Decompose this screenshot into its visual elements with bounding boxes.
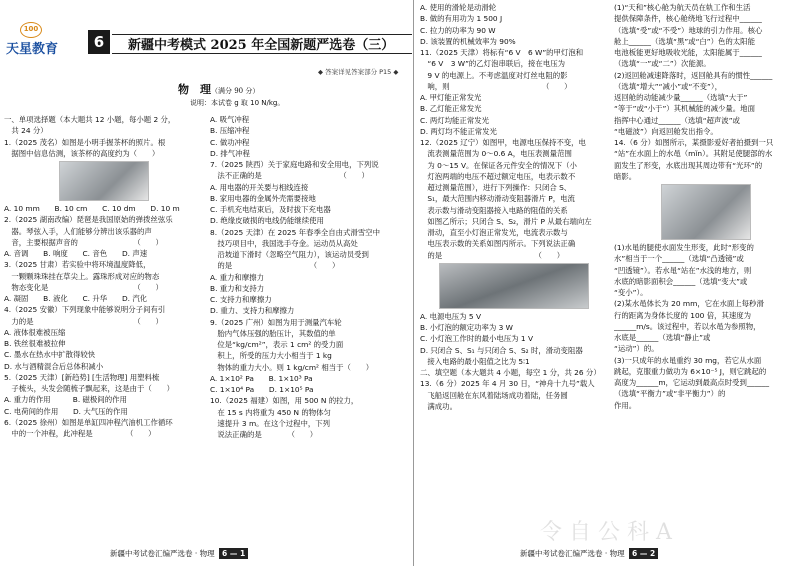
text-line: A. 重力的作用 B. 磁极间的作用 — [4, 395, 127, 405]
text-line: 法不正确的是 （ ） — [210, 171, 369, 181]
text-line: 技巧项目中，我国选手夺金。运动员从高处 — [210, 238, 358, 248]
answer-reference: ◆ 答案详见答案部分 P15 ◆ — [318, 68, 399, 76]
column-4 — [614, 2, 798, 545]
text-line: (2)某水黾体长为 20 mm，它在水面上每秒滑 — [614, 299, 764, 309]
text-line: 行的距离为身体长度的 100 倍，其速度为 — [614, 310, 752, 320]
text-line: 5.（2025 天津）[新趋势] [生活物理] 用塑料梳 — [4, 372, 160, 382]
text-line: 据图中信息估测，该茶杯的高度约为（ ） — [4, 148, 160, 158]
text-line: A. 重力和摩擦力 — [210, 272, 264, 282]
text-line: 子梳头，头发会随梳子飘起来，这是由于（ ） — [4, 384, 174, 393]
text-line: 舱上______（选填“黑”或“白”）色的太阳能 — [614, 36, 755, 46]
text-line: 沿坡道下滑时（忽略空气阻力），该运动员受到 — [210, 250, 369, 259]
text-line: A. 液体很难被压缩 — [4, 327, 66, 337]
text-line: 7.（2025 陕西）关于家庭电路和安全用电，下列说 — [210, 160, 379, 169]
text-line: 12.（2025 辽宁）如图甲，电源电压保持不变，电 — [420, 138, 586, 147]
text-line: （选填“一”或“二”）次能源。 — [614, 59, 711, 69]
watermark: 令 自 公 科 A — [540, 520, 672, 545]
text-line: B. 家用电器的金属外壳需要接地 — [210, 193, 316, 203]
text-line: 提供保障条件，核心舱绕地飞行过程中______ — [614, 14, 762, 24]
text-line: 满成功。 — [420, 401, 457, 411]
text-line: 表示数与滑动变阻器接入电路的阻值的关系 — [420, 205, 568, 215]
text-line: (1)“天和”核心舱为航天员在轨工作和生活 — [614, 3, 751, 12]
text-line: A. 电源电压为 5 V — [420, 311, 482, 321]
text-line: B. 乙灯能正常发光 — [420, 104, 482, 114]
text-line: 14.（6 分）如图所示，某摄影爱好者拍摄到一只 — [614, 138, 774, 147]
text-line: 流表测量范围为 0～0.6 A，电压表测量范围 — [420, 149, 572, 159]
text-line: “等于”或“小于”）其机械能的减少量。地面 — [614, 104, 755, 114]
text-line: 的是 （ ） — [420, 250, 565, 260]
text-line: 的是 （ ） — [210, 261, 340, 271]
text-line: “站”在水面上的水黾（mǐn）。其附足使腿部的水 — [614, 149, 773, 159]
footer-left-text: 新疆中考试卷汇编严选卷 · 物理 — [110, 549, 215, 558]
text-line: B. 铁丝很难被拉伸 — [4, 339, 66, 348]
footer-right-text: 新疆中考试卷汇编严选卷 · 物理 — [520, 549, 625, 558]
text-line: “凹透镜”）。若水黾“站在”水浅的地方，则 — [614, 265, 752, 275]
text-line: 2.（2025 湖南改编）琵琶是我国原始的弹拨丝弦乐 — [4, 215, 173, 225]
text-line: 水底是______（选填“静止”或 — [614, 333, 711, 342]
text-line: 在 15 s 内将重为 450 N 的物体匀 — [210, 407, 331, 417]
instruction: 说明：本试卷 g 取 10 N/kg。 — [190, 99, 285, 107]
footer-left-page: 6 — 1 — [219, 548, 248, 559]
text-line: 物体的重力大小。则 1 kg/cm² 相当于（ ） — [210, 362, 374, 372]
text-line: 3.（2025 甘肃）若实验中将环境温度降低， — [4, 260, 151, 270]
text-line: 如图乙所示；只闭合 S、S₂，滑片 P 从最右端向左 — [420, 216, 592, 226]
text-line: A. 1×10² Pa B. 1×10³ Pa — [210, 373, 313, 383]
text-line: 飞船返回舱在东风着陆场成功着陆，任务圆 — [420, 390, 568, 400]
text-line: 暗影。 — [614, 171, 637, 181]
text-line: C. 电荷间的作用 D. 大气压的作用 — [4, 406, 128, 416]
text-line: B. 小灯泡的额定功率为 3 W — [420, 323, 513, 332]
text-line: 高度为______m，它运动到最高点时受到______ — [614, 378, 770, 387]
text-line: 水底的暗影面积会______（选填“变大”或 — [614, 276, 748, 286]
logo-mark: 100 — [20, 22, 42, 38]
text-line: 积上，所受的压力大小相当于 1 kg — [210, 351, 332, 361]
subject-name: 物 理 — [178, 83, 211, 96]
text-line: C. 支持力和摩擦力 — [210, 295, 272, 304]
text-line: A. 音调 B. 响度 C. 音色 D. 声速 — [4, 249, 148, 258]
paper-title: 新疆中考模式 2025 年全国新题严选卷（三） — [128, 38, 395, 53]
text-line: C. 小灯泡工作时的最小电压为 1 V — [420, 334, 534, 344]
text-line: 一颗颗珠珠挂在草尖上。露珠形成对应的物态 — [4, 271, 160, 281]
text-line: 灯泡两端的电压不超过额定电压，电表示数不 — [420, 171, 576, 181]
text-line: B. 压缩冲程 — [210, 126, 250, 136]
column-2 — [210, 114, 408, 546]
text-line: （选填“平衡力”或“非平衡力”）的 — [614, 389, 726, 399]
text-line: A. 用电器的开关要与相线连接 — [210, 182, 309, 192]
text-line: 为 0～15 V。在保证各元件安全的情况下（小 — [420, 160, 577, 170]
text-line: A. 凝固 B. 液化 C. 升华 D. 汽化 — [4, 294, 148, 303]
text-line: 一、单项选择题（本大题共 12 小题，每小题 2 分， — [4, 115, 176, 124]
text-line: D. 该装置的机械效率为 90% — [420, 36, 516, 46]
text-line: 作用。 — [614, 400, 637, 410]
text-line: A. 10 mm B. 10 cm C. 10 dm D. 10 m — [4, 204, 180, 213]
question-photo — [59, 161, 149, 201]
text-line: S₁，最大范围内移动滑动变阻器滑片 P，电流 — [420, 194, 575, 204]
text-line: 返回舱的动能减少量______（选填“大于” — [614, 93, 748, 102]
text-line: 位是“kg/cm²”，表示 1 cm² 的受力面 — [210, 340, 344, 349]
text-line: 指挥中心通过______（选填“超声波”或 — [614, 115, 740, 125]
text-line: (3)一只成年的水黾重约 30 mg，若它从水面 — [614, 355, 762, 365]
text-line: 胎内气体压强的胎压计，其数值的单 — [210, 328, 336, 338]
text-line: D. 重力、支持力和摩擦力 — [210, 306, 295, 316]
text-line: “6 V 3 W”的乙灯泡串联后，接在电压为 — [420, 59, 565, 69]
text-line: ______m/s。该过程中，若以水黾为参照物， — [614, 321, 761, 331]
full-marks: （满分 90 分） — [211, 87, 260, 95]
text-line: “运动”）的。 — [614, 344, 659, 354]
text-line: 8.（2025 天津）在 2025 年春季全自由式滑雪空中 — [210, 227, 380, 237]
text-line: 水”相当于一个______（选填“凸透镜”或 — [614, 254, 744, 264]
text-line: 1.（2025 茂名）如图是小明手握茶杯的照片。根 — [4, 137, 166, 147]
text-line: 6.（2025 徐州）如图是单缸四冲程汽油机工作循环 — [4, 417, 173, 427]
text-line: C. 两灯均能正常发光 — [420, 115, 489, 125]
text-line: “变小”）。 — [614, 288, 648, 297]
text-line: B. 做的有用功为 1 500 J — [420, 14, 503, 24]
header — [0, 0, 415, 96]
footer-left — [110, 548, 248, 566]
text-line: 二、填空题（本大题共 4 小题，每空 1 分，共 26 分） — [420, 368, 601, 377]
text-line: 中的一个冲程，此冲程是 （ ） — [4, 429, 156, 438]
footer-right — [520, 548, 658, 566]
text-line: 10.（2025 福建）如图，用 500 N 的拉力， — [210, 396, 359, 406]
text-line: 说法正确的是 （ ） — [210, 430, 318, 439]
text-line: 器。琴弦入手，人们能够分辨出该乐器的声 — [4, 226, 152, 236]
text-line: D. 两灯均不能正常发光 — [420, 126, 497, 136]
text-line: 音，主要根据声音的 （ ） — [4, 237, 163, 247]
text-line: 跳起，克服重力做功为 6×10⁻⁵ J，则它跳起的 — [614, 366, 767, 376]
question-photo — [661, 184, 751, 240]
text-line: D. 排气冲程 — [210, 148, 250, 158]
text-line: 4.（2025 安徽）下列现象中能够说明分子间有引 — [4, 305, 166, 315]
text-line: 超过测量范围），进行下列操作：只闭合 S、 — [420, 183, 572, 192]
text-line: D. 绝缘皮破损的电线仍能继续使用 — [210, 216, 324, 226]
footer-right-page: 6 — 2 — [629, 548, 658, 559]
text-line: （选填“增大”“减小”或“不变”）， — [614, 81, 722, 91]
text-line: 滑动，直至小灯泡正常发光，电流表示数与 — [420, 228, 568, 237]
text-line: A. 使用的滑轮是动滑轮 — [420, 3, 497, 12]
column-3 — [420, 2, 608, 545]
text-line: 11.（2025 天津）将标有“6 V 6 W”的甲灯泡和 — [420, 48, 584, 57]
text-line: 速提升 3 m。在这个过程中，下列 — [210, 418, 331, 428]
text-line: A. 甲灯能正常发光 — [420, 93, 482, 102]
text-line: 共 24 分） — [4, 126, 48, 136]
text-line: 9.（2025 广州）如图为用于测量汽车轮 — [210, 317, 342, 327]
question-figure — [439, 263, 589, 309]
text-line: D. 只闭合 S、S₁ 与只闭合 S、S₂ 时，滑动变阻器 — [420, 345, 583, 355]
text-line: C. 1×10⁴ Pa D. 1×10⁵ Pa — [210, 385, 314, 394]
text-line: 电压表示数的关系如图丙所示。下列说法正确 — [420, 239, 576, 249]
text-line: (1)水黾的腿使水面发生形变，此时“形变的 — [614, 243, 754, 252]
text-line: 响，则 （ ） — [420, 81, 572, 91]
subject-title — [178, 82, 259, 99]
brand-logo — [6, 22, 59, 66]
text-line: “电磁波”）向返回舱发出指令。 — [614, 126, 718, 136]
text-line: C. 做功冲程 — [210, 137, 250, 147]
column-1 — [4, 114, 204, 546]
paper-number: 6 — [88, 30, 110, 54]
text-line: (2)返回舱减速降落时，返回舱具有的惯性______ — [614, 70, 773, 80]
text-line: 电池板能更好地吸收光能，太阳能属于______ — [614, 48, 762, 57]
text-line: A. 吸气冲程 — [210, 115, 250, 124]
logo-text: 天星教育 — [6, 42, 59, 57]
text-line: 面发生了形变，水底出现其周边带有“光环”的 — [614, 160, 763, 170]
text-line: 物态变化是 （ ） — [4, 282, 163, 292]
text-line: D. 水与酒精混合后总体积减小 — [4, 361, 104, 371]
text-line: C. 墨水在热水中扩散得较快 — [4, 350, 96, 360]
text-line: 13.（6 分）2025 年 4 月 30 日，“神舟十九号”载人 — [420, 379, 595, 389]
text-line: 力的是 （ ） — [4, 316, 163, 326]
column-divider — [413, 0, 414, 566]
text-line: （选填“受”或“不受”）地球的引力作用。核心 — [614, 25, 763, 35]
text-line: C. 手机充电结束后，及时拔下充电器 — [210, 205, 331, 214]
text-line: B. 重力和支持力 — [210, 283, 265, 293]
text-line: 9 V 的电源上。不考虑温度对灯丝电阻的影 — [420, 70, 568, 80]
text-line: 接入电路的最小阻值之比为 5∶1 — [420, 356, 530, 366]
text-line: C. 拉力的功率为 90 W — [420, 25, 496, 35]
